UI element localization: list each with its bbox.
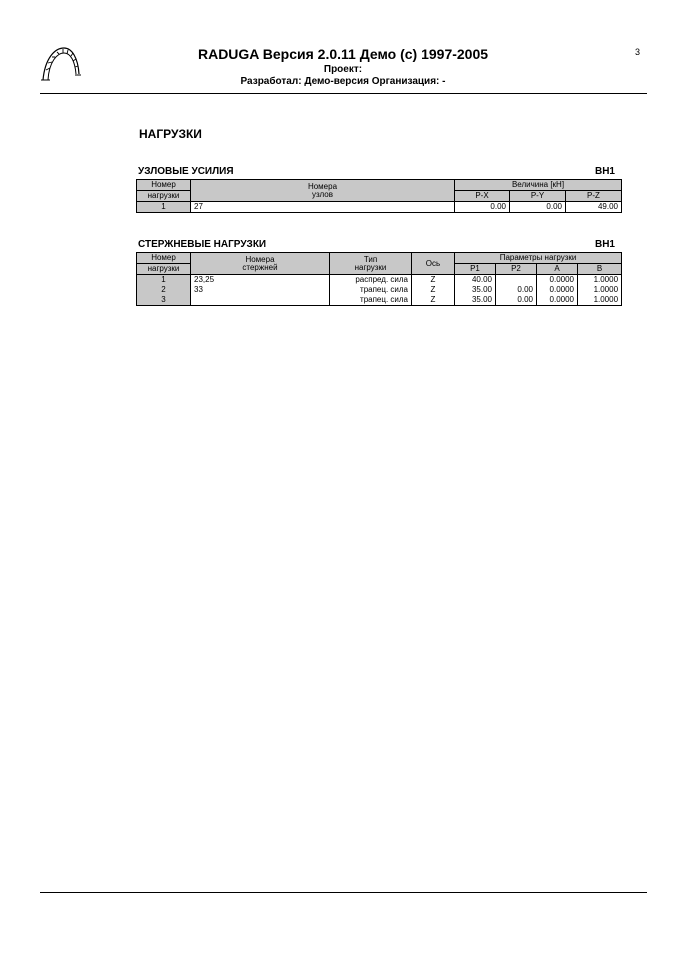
- bar-loads-table: [136, 252, 622, 306]
- cell-axis: Z: [412, 275, 455, 286]
- cell-b: 1.0000: [578, 275, 622, 286]
- cell-p1: 35.00: [455, 285, 496, 295]
- bar-loads-caption: СТЕРЖНЕВЫЕ НАГРУЗКИ: [138, 239, 267, 250]
- col-nodes: [191, 180, 455, 202]
- bar-loads-caption-row: [138, 239, 615, 250]
- cell-p1: 40.00: [455, 275, 496, 286]
- col-type-line2: нагрузки: [354, 262, 387, 272]
- cell-type: трапец. сила: [330, 285, 412, 295]
- col-load-no-bottom: нагрузки: [137, 191, 191, 202]
- page-number: 3: [634, 47, 640, 57]
- cell-axis: Z: [412, 295, 455, 306]
- col-params: Параметры нагрузки: [455, 253, 622, 264]
- section-title: НАГРУЗКИ: [139, 127, 202, 141]
- bar-loads-case: ВН1: [594, 239, 615, 250]
- table-row: [137, 275, 622, 286]
- header-project: Проект:: [323, 64, 363, 75]
- col-load-no-top: Номер: [137, 253, 191, 264]
- table-row: [137, 295, 622, 306]
- footer-divider: [40, 892, 647, 893]
- cell-py: 0.00: [510, 202, 566, 213]
- cell-p2: 0.00: [496, 285, 537, 295]
- cell-p2: [496, 275, 537, 286]
- col-px: P-X: [455, 191, 510, 202]
- cell-a: 0.0000: [537, 275, 578, 286]
- cell-p2: 0.00: [496, 295, 537, 306]
- node-loads-table: [136, 179, 622, 213]
- cell-no: 2: [137, 285, 191, 295]
- node-loads-case: ВН1: [594, 166, 615, 177]
- col-bars-line1: Номера: [245, 254, 275, 264]
- col-load-no-top: Номер: [137, 180, 191, 191]
- cell-b: 1.0000: [578, 295, 622, 306]
- cell-pz: 49.00: [566, 202, 622, 213]
- table-row: [137, 202, 622, 213]
- col-pz: P-Z: [566, 191, 622, 202]
- node-loads-caption-row: [138, 166, 615, 177]
- col-p2: P2: [496, 264, 537, 275]
- header-title: RADUGA Версия 2.0.11 Демо (c) 1997-2005: [197, 46, 489, 62]
- col-nodes-line2: узлов: [311, 189, 334, 199]
- cell-bars: 23,25: [191, 275, 330, 286]
- col-py: P-Y: [510, 191, 566, 202]
- header-divider: [40, 93, 647, 94]
- cell-type: распред. сила: [330, 275, 412, 286]
- node-loads-caption: УЗЛОВЫЕ УСИЛИЯ: [138, 166, 234, 177]
- col-p1: P1: [455, 264, 496, 275]
- cell-bars: 33: [191, 285, 330, 295]
- cell-p1: 35.00: [455, 295, 496, 306]
- cell-a: 0.0000: [537, 285, 578, 295]
- col-magnitude: Величина [кН]: [455, 180, 622, 191]
- cell-nodes: 27: [191, 202, 455, 213]
- col-type: [330, 253, 412, 275]
- col-b: B: [578, 264, 622, 275]
- col-bars-line2: стержней: [242, 262, 278, 272]
- col-a: A: [537, 264, 578, 275]
- cell-no: 1: [137, 202, 191, 213]
- cell-a: 0.0000: [537, 295, 578, 306]
- cell-px: 0.00: [455, 202, 510, 213]
- col-nodes-line1: Номера: [307, 181, 338, 191]
- table-row: [137, 285, 622, 295]
- cell-no: 1: [137, 275, 191, 286]
- cell-no: 3: [137, 295, 191, 306]
- cell-bars: [191, 295, 330, 306]
- col-axis: Ось: [412, 253, 455, 275]
- cell-b: 1.0000: [578, 285, 622, 295]
- col-type-line1: Тип: [363, 254, 378, 264]
- col-load-no-bottom: нагрузки: [137, 264, 191, 275]
- col-bars: [191, 253, 330, 275]
- header-author: Разработал: Демо-версия Организация: -: [240, 76, 446, 87]
- cell-type: трапец. сила: [330, 295, 412, 306]
- cell-axis: Z: [412, 285, 455, 295]
